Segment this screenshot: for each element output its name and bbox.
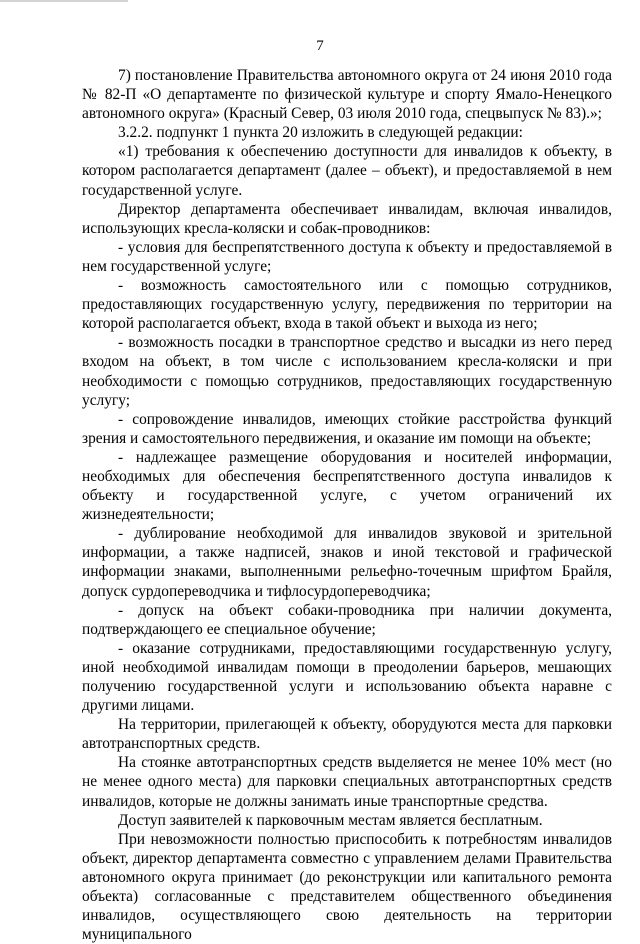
list-item-equipment-placement: - надлежащее размещение оборудования и носителей информации, необходимых для обеспечения беспрепятственного доступа инвалидов к объекту и государственной услуге, с учетом ограничений их жизнедеятельности; <box>82 448 612 524</box>
paragraph-parking-quota: На стоянке автотранспортных средств выделяется не менее 10% мест (но не менее одного места) для парковки специальных автотранспортных средств инвалидов, которые не должны занимать иные транспортные средства. <box>82 754 612 810</box>
list-item-guide-dog: - допуск на объект собаки-проводника при наличии документа, подтверждающего ее специальное обучение; <box>82 601 612 638</box>
paragraph-item-7: 7) постановление Правительства автономного округа от 24 июня 2010 года № 82-П «О департаменте по физической культуре и спорту Ямало-Ненецкого автономного округа» (Красный Север, 03 июля 2010 года, спецвыпуск № 83).»; <box>82 67 612 123</box>
paragraph-parking-free: Доступ заявителей к парковочным местам является бесплатным. <box>118 811 543 829</box>
paragraph-requirements-intro: «1) требования к обеспечению доступности для инвалидов к объекту, в котором располагается департамент (далее – объект), и предоставляемой в нем государственной услуге. <box>82 143 612 199</box>
paragraph-subclause-3-2-2: 3.2.2. подпункт 1 пункта 20 изложить в следующей редакции: <box>118 124 523 142</box>
document-body <box>82 66 612 944</box>
list-item-vehicle-boarding: - возможность посадки в транспортное средство и высадки из него перед входом на объект, в том числе с использованием кресла-коляски и при необходимости с помощью сотрудников, предоставляющих государственную услугу; <box>82 334 612 409</box>
paragraph-parking-area: На территории, прилегающей к объекту, оборудуются места для парковки автотранспортных средств. <box>82 716 612 753</box>
list-item-escort: - сопровождение инвалидов, имеющих стойкие расстройства функций зрения и самостоятельного передвижения, и оказание им помощи на объекте; <box>82 410 612 447</box>
scan-edge-mark <box>0 0 128 2</box>
list-item-duplication-braille: - дублирование необходимой для инвалидов звуковой и зрительной информации, а также надписей, знаков и иной текстовой и графической информации знаками, выполненными рельефно-точечным шрифтом Брайля, допуск сурдопереводчика и тифлосурдопереводчика; <box>82 525 612 600</box>
list-item-staff-assistance: - оказание сотрудниками, предоставляющими государственную услугу, иной необходимой инвалидам помощи в преодолении барьеров, мешающих получению государственной услуги и использованию объекта наравне с другими лицами. <box>82 639 612 715</box>
page-number: 7 <box>316 38 324 54</box>
paragraph-adaptation-impossible: При невозможности полностью приспособить к потребностям инвалидов объект, директор департамента совместно с управлением делами Правительства автономного округа принимает (до реконструкции или капитального ремонта объекта) согласованные с представителем общественного объединения инвалидов, осуществляющего свою деятельность на территории муниципального <box>82 830 612 944</box>
paragraph-director-provides: Директор департамента обеспечивает инвалидам, включая инвалидов, использующих кресла-коляски и собак-проводников: <box>82 200 612 237</box>
list-item-movement: - возможность самостоятельного или с помощью сотрудников, предоставляющих государственную услугу, передвижения по территории на которой располагается объект, входа в такой объект и выхода из него; <box>82 277 612 333</box>
list-item-unobstructed-access: - условия для беспрепятственного доступа к объекту и предоставляемой в нем государственной услуге; <box>82 238 612 275</box>
